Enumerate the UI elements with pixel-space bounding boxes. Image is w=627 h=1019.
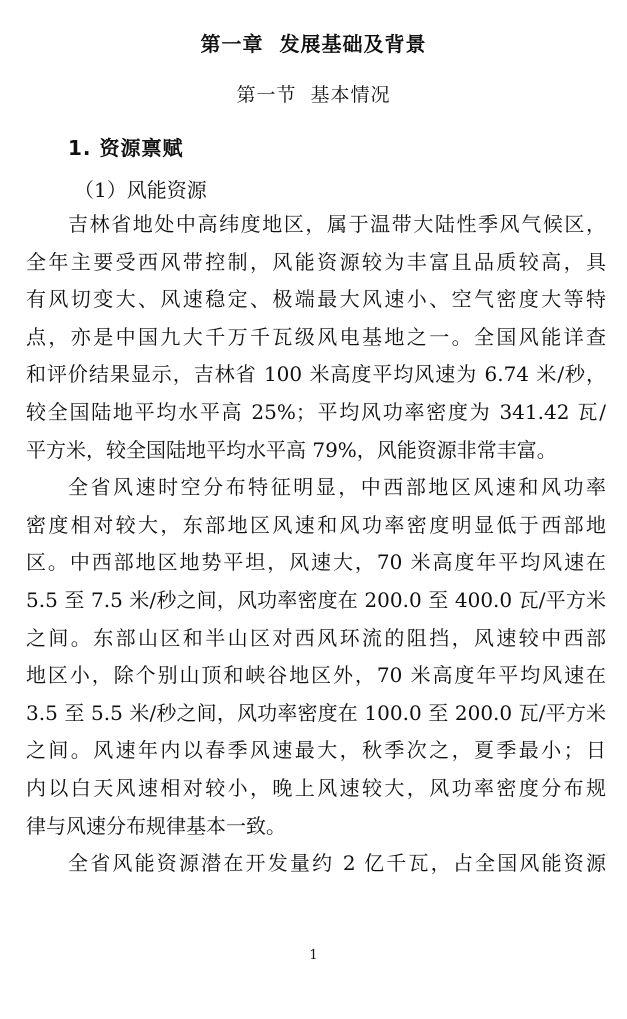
text-line: 地区小，除个别山顶和峡谷地区外，70 米高度年平均风速在 xyxy=(26,663,606,688)
text-line: 之间。东部山区和半山区对西风环流的阻挡，风速较中西部 xyxy=(26,625,606,650)
text-line: 和评价结果显示，吉林省 100 米高度平均风速为 6.74 米/秒， xyxy=(26,362,606,387)
text-line: 3.5 至 5.5 米/秒之间，风功率密度在 100.0 至 200.0 瓦/平方米 xyxy=(26,700,606,725)
text-line: 全省风速时空分布特征明显，中西部地区风速和风功率 xyxy=(68,475,606,500)
text-line: 5.5 至 7.5 米/秒之间，风功率密度在 200.0 至 400.0 瓦/平方米 xyxy=(26,587,606,612)
paragraph-wind-potential xyxy=(26,845,606,883)
text-line: 内以白天风速相对较小，晚上风速较大，风功率密度分布规 xyxy=(26,775,606,800)
heading-wind-resources: （1）风能资源 xyxy=(74,178,207,202)
section-title: 第一节 基本情况 xyxy=(236,84,391,106)
text-line: 密度相对较大，东部地区风速和风功率密度明显低于西部地 xyxy=(26,512,606,537)
paragraph-wind-distribution xyxy=(26,469,606,845)
text-line: 较全国陆地平均水平高 25%；平均风功率密度为 341.42 瓦/ xyxy=(26,399,606,424)
text-line: 区。中西部地区地势平坦，风速大，70 米高度年平均风速在 xyxy=(26,550,606,575)
chapter-title: 第一章 发展基础及背景 xyxy=(200,32,427,56)
text-line: 吉林省地处中高纬度地区，属于温带大陆性季风气候区， xyxy=(68,212,606,236)
text-line: 有风切变大、风速稳定、极端最大风速小、空气密度大等特 xyxy=(26,287,606,312)
text-line: 全省风能资源潜在开发量约 2 亿千瓦，占全国风能资源 xyxy=(68,851,606,876)
text-line: 之间。风速年内以春季风速最大，秋季次之，夏季最小；日 xyxy=(26,738,606,763)
text-line: 律与风速分布规律基本一致。 xyxy=(26,813,286,838)
page-number: 1 xyxy=(309,948,318,963)
heading-resource-endowment: 1. 资源禀赋 xyxy=(68,136,184,160)
text-line: 平方米，较全国陆地平均水平高 79%，风能资源非常丰富。 xyxy=(26,437,557,462)
text-line: 全年主要受西风带控制，风能资源较为丰富且品质较高，具 xyxy=(26,249,606,274)
paragraph-wind-overview xyxy=(26,206,606,469)
body-text xyxy=(26,206,606,883)
text-line: 点，亦是中国九大千万千瓦级风电基地之一。全国风能详查 xyxy=(26,324,606,349)
